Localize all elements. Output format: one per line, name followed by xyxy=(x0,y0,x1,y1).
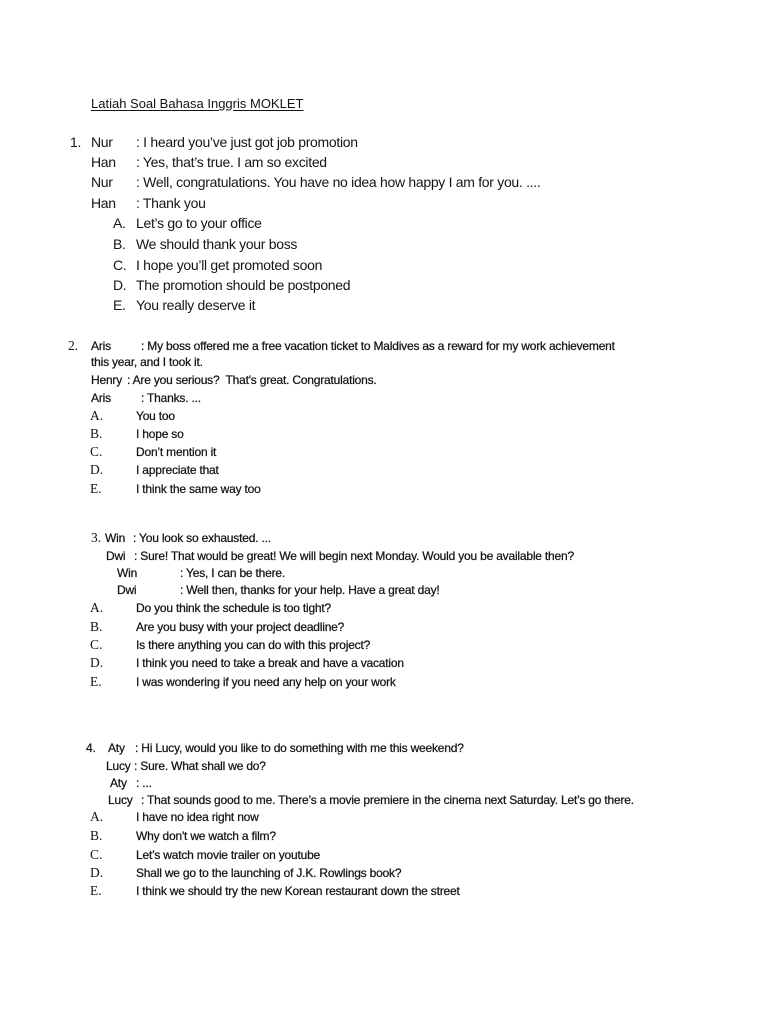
dialogue-line: : My boss offered me a free vacation ticket to Maldives as a reward for my work achievement xyxy=(141,339,615,353)
option-text: I appreciate that xyxy=(136,463,219,477)
dialogue-speaker: Win xyxy=(117,566,138,580)
option-letter: D. xyxy=(113,277,127,293)
option-letter: A. xyxy=(90,809,104,824)
question-number: 1. xyxy=(70,134,82,150)
dialogue-speaker: Han xyxy=(91,154,116,170)
dialogue-speaker: Aty xyxy=(108,741,125,755)
dialogue-speaker: Han xyxy=(91,195,116,211)
option-letter: E. xyxy=(90,883,102,898)
dialogue-line: : Yes, that’s true. I am so excited xyxy=(136,154,327,170)
dialogue-line: : Thanks. ... xyxy=(141,391,201,405)
option-letter: B. xyxy=(90,828,103,843)
dialogue-speaker: Aty xyxy=(110,776,127,790)
dialogue-speaker: Nur xyxy=(91,134,113,150)
question-number: 2. xyxy=(68,338,79,353)
dialogue-line: : Thank you xyxy=(136,195,206,211)
option-text: Is there anything you can do with this project? xyxy=(136,638,371,652)
option-letter: E. xyxy=(90,481,102,496)
option-text: I was wondering if you need any help on your work xyxy=(136,675,396,689)
document-title: Latiah Soal Bahasa Inggris MOKLET xyxy=(91,96,304,111)
option-text: I think you need to take a break and have a vacation xyxy=(136,656,404,670)
option-text: Do you think the schedule is too tight? xyxy=(136,601,331,615)
option-text: We should thank your boss xyxy=(136,236,298,252)
option-letter: A. xyxy=(90,408,104,423)
option-text: I have no idea right now xyxy=(136,810,259,824)
option-text: You too xyxy=(136,409,175,423)
option-text: I think we should try the new Korean restaurant down the street xyxy=(136,884,460,898)
option-letter: E. xyxy=(113,297,126,313)
dialogue-line-continuation: this year, and I took it. xyxy=(91,355,203,369)
dialogue-speaker: Nur xyxy=(91,174,113,190)
option-text: I think the same way too xyxy=(136,482,261,496)
option-letter: C. xyxy=(90,847,103,862)
dialogue-speaker: Lucy xyxy=(108,793,133,807)
dialogue-line: : ... xyxy=(136,776,152,790)
option-letter: B. xyxy=(90,619,103,634)
dialogue-line: : You look so exhausted. ... xyxy=(133,531,271,545)
option-letter: B. xyxy=(113,236,126,252)
dialogue-speaker: Dwi xyxy=(117,583,137,597)
option-letter: D. xyxy=(90,865,104,880)
option-text: Are you busy with your project deadline? xyxy=(136,620,345,634)
dialogue-line: : Sure. What shall we do? xyxy=(134,759,266,773)
dialogue-speaker: Aris xyxy=(91,339,111,353)
option-text: Don’t mention it xyxy=(136,445,217,459)
option-letter: B. xyxy=(90,426,103,441)
option-letter: A. xyxy=(113,215,126,231)
dialogue-speaker: Aris xyxy=(91,391,111,405)
option-letter: E. xyxy=(90,674,102,689)
option-letter: C. xyxy=(90,637,103,652)
dialogue-line: : Well then, thanks for your help. Have a great day! xyxy=(180,583,440,597)
dialogue-speaker: Henry xyxy=(91,373,123,387)
dialogue-speaker: Win xyxy=(105,531,126,545)
dialogue-speaker: Dwi xyxy=(106,549,126,563)
dialogue-line: : Well, congratulations. You have no idea how happy I am for you. .... xyxy=(136,174,541,190)
option-text: Shall we go to the launching of J.K. Rowlings book? xyxy=(136,866,402,880)
dialogue-line: : Hi Lucy, would you like to do something with me this weekend? xyxy=(135,741,464,755)
option-letter: D. xyxy=(90,462,104,477)
option-letter: C. xyxy=(90,444,103,459)
question-number: 3. xyxy=(91,530,102,545)
option-letter: C. xyxy=(113,257,127,273)
option-letter: A. xyxy=(90,600,104,615)
option-text: Let’s go to your office xyxy=(136,215,262,231)
dialogue-line: : Are you serious? That's great. Congratulations. xyxy=(127,373,377,387)
option-letter: D. xyxy=(90,655,104,670)
option-text: You really deserve it xyxy=(136,297,256,313)
dialogue-line: : Sure! That would be great! We will begin next Monday. Would you be available then? xyxy=(134,549,574,563)
option-text: I hope so xyxy=(136,427,184,441)
dialogue-line: : Yes, I can be there. xyxy=(180,566,286,580)
dialogue-speaker: Lucy xyxy=(106,759,131,773)
option-text: Let’s watch movie trailer on youtube xyxy=(136,848,321,862)
option-text: Why don't we watch a film? xyxy=(136,829,276,843)
question-number: 4. xyxy=(86,741,96,755)
dialogue-line: : That sounds good to me. There’s a movie premiere in the cinema next Saturday. Let’s go there. xyxy=(141,793,634,807)
option-text: The promotion should be postponed xyxy=(136,277,351,293)
dialogue-line: : I heard you’ve just got job promotion xyxy=(136,134,358,150)
option-text: I hope you’ll get promoted soon xyxy=(136,257,323,273)
